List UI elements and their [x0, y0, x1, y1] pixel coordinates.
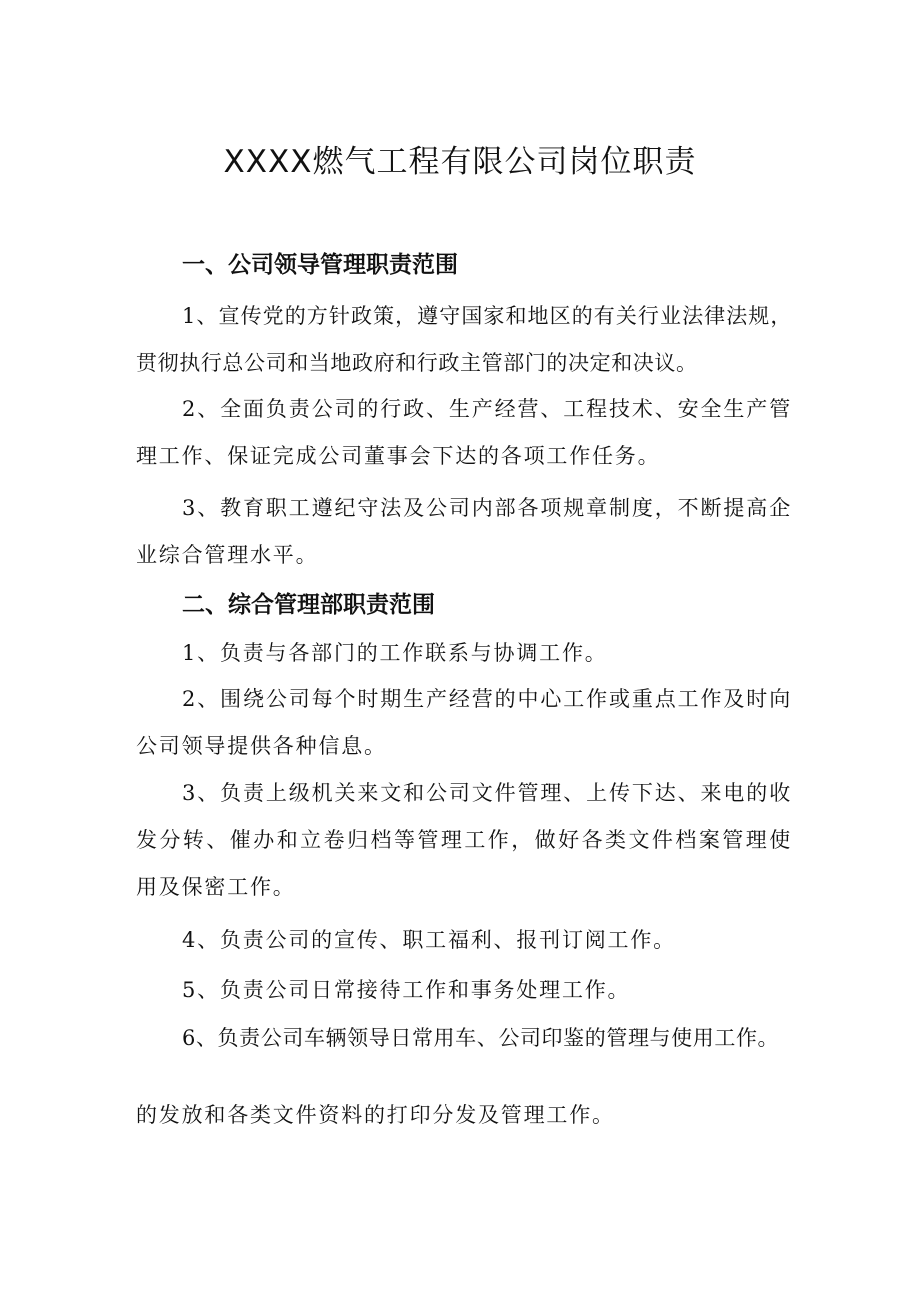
- paragraph: 3、教育职工遵纪守法及公司内部各项规章制度，不断提高企业综合管理水平。: [136, 496, 792, 567]
- paragraph: 2、围绕公司每个时期生产经营的中心工作或重点工作及时向公司领导提供各种信息。: [136, 687, 792, 758]
- section-heading: 二、综合管理部职责范围: [182, 592, 435, 618]
- paragraph: 4、负责公司的宣传、职工福利、报刊订阅工作。: [182, 928, 676, 952]
- paragraph: 1、宣传党的方针政策，遵守国家和地区的有关行业法律法规，贯彻执行总公司和当地政府和行政主管部门的决定和决议。: [136, 304, 792, 375]
- paragraph: 6、负责公司车辆领导日常用车、公司印鉴的管理与使用工作。: [182, 1026, 780, 1050]
- paragraph: 1、负责与各部门的工作联系与协调工作。: [182, 641, 608, 665]
- paragraph: 2、全面负责公司的行政、生产经营、工程技术、安全生产管理工作、保证完成公司董事会下达的各项工作任务。: [136, 397, 792, 468]
- section-heading: 一、公司领导管理职责范围: [182, 252, 458, 278]
- trailing-paragraph: 的发放和各类文件资料的打印分发及管理工作。: [136, 1103, 615, 1127]
- paragraph: 5、负责公司日常接待工作和事务处理工作。: [182, 978, 631, 1002]
- document-title: XXXX燃气工程有限公司岗位职责: [223, 144, 697, 180]
- paragraph: 3、负责上级机关来文和公司文件管理、上传下达、来电的收发分转、催办和立卷归档等管理工作，做好各类文件档案管理使用及保密工作。: [136, 781, 792, 899]
